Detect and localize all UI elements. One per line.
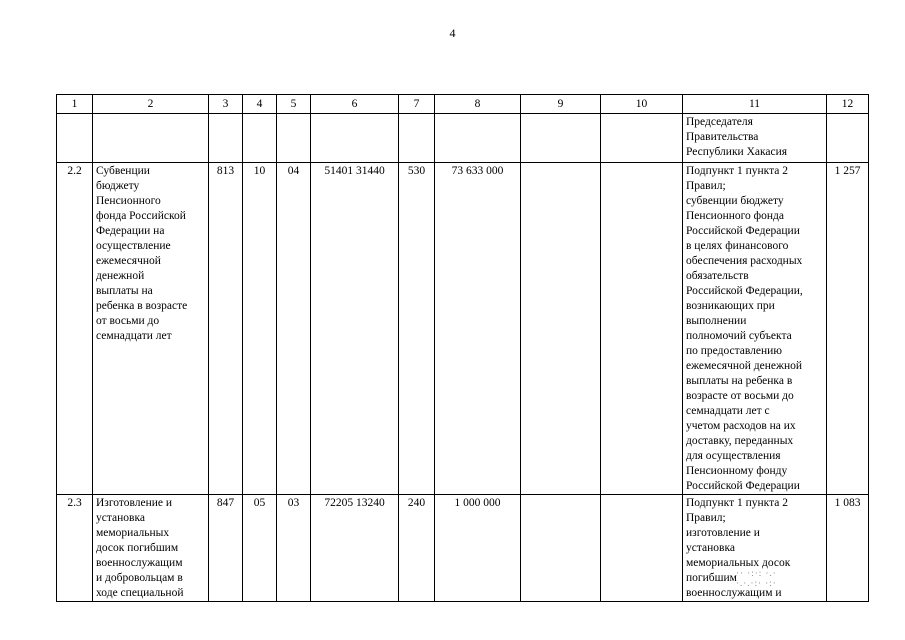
column-header: 8 — [435, 95, 521, 114]
cell — [209, 114, 243, 163]
code-cell: 813 — [209, 163, 243, 495]
description-cell: Изготовление и установка мемориальных досок погибшим военнослужащим и добровольцам в ходе специальной — [93, 495, 209, 602]
cell — [827, 114, 869, 163]
subsection-cell: 04 — [277, 163, 311, 495]
section-cell: 10 — [243, 163, 277, 495]
reference-cell: 1 083 — [827, 495, 869, 602]
cell — [435, 114, 521, 163]
row-number-cell: 2.2 — [57, 163, 93, 495]
basis-cell: Председателя Правительства Республики Хакасия — [683, 114, 827, 163]
expense-type-cell: 240 — [399, 495, 435, 602]
row-number-cell — [57, 114, 93, 163]
column-header: 9 — [521, 95, 601, 114]
empty-cell — [601, 163, 683, 495]
table-row — [57, 163, 869, 495]
row-number-cell: 2.3 — [57, 495, 93, 602]
amount-cell: 1 000 000 — [435, 495, 521, 602]
section-cell: 05 — [243, 495, 277, 602]
empty-cell — [601, 495, 683, 602]
cell — [521, 114, 601, 163]
cell — [277, 114, 311, 163]
column-header: 7 — [399, 95, 435, 114]
empty-cell — [521, 163, 601, 495]
target-article-cell: 72205 13240 — [311, 495, 399, 602]
cell — [311, 114, 399, 163]
expense-type-cell: 530 — [399, 163, 435, 495]
table-header-row — [57, 95, 869, 114]
column-header: 12 — [827, 95, 869, 114]
column-header: 6 — [311, 95, 399, 114]
code-cell: 847 — [209, 495, 243, 602]
cell — [243, 114, 277, 163]
budget-table — [56, 94, 869, 602]
column-header: 5 — [277, 95, 311, 114]
description-cell — [93, 114, 209, 163]
empty-cell — [521, 495, 601, 602]
amount-cell: 73 633 000 — [435, 163, 521, 495]
description-cell: Субвенции бюджету Пенсионного фонда Российской Федерации на осуществление ежемесячной денежной выплаты на ребенка в возрасте от восьми до семнадцати лет — [93, 163, 209, 495]
target-article-cell: 51401 31440 — [311, 163, 399, 495]
column-header: 2 — [93, 95, 209, 114]
table-row-continuation — [57, 114, 869, 163]
reference-cell: 1 257 — [827, 163, 869, 495]
page-number: 4 — [449, 26, 456, 40]
cell — [601, 114, 683, 163]
basis-cell: Подпункт 1 пункта 2 Правил; субвенции бюджету Пенсионного фонда Российской Федерации в целях финансового обеспечения расходных обязательств Российской Федерации, возникающих при выполнении полномочий субъекта по предоставлению ежемесячной денежной выплаты на ребенка в возрасте от восьми до семнадцати лет с учетом расходов на их доставку, переданных для осуществления Пенсионному фонду Российской Федерации — [683, 163, 827, 495]
column-header: 11 — [683, 95, 827, 114]
column-header: 10 — [601, 95, 683, 114]
column-header: 1 — [57, 95, 93, 114]
cell — [399, 114, 435, 163]
column-header: 4 — [243, 95, 277, 114]
faded-stamp: ·· ·:·: ·.· ·.·.·:· ·:· — [736, 568, 777, 588]
basis-cell: Подпункт 1 пункта 2 Правил; изготовление и установка мемориальных досок погибшим военнослужащим и — [683, 495, 827, 602]
column-header: 3 — [209, 95, 243, 114]
subsection-cell: 03 — [277, 495, 311, 602]
